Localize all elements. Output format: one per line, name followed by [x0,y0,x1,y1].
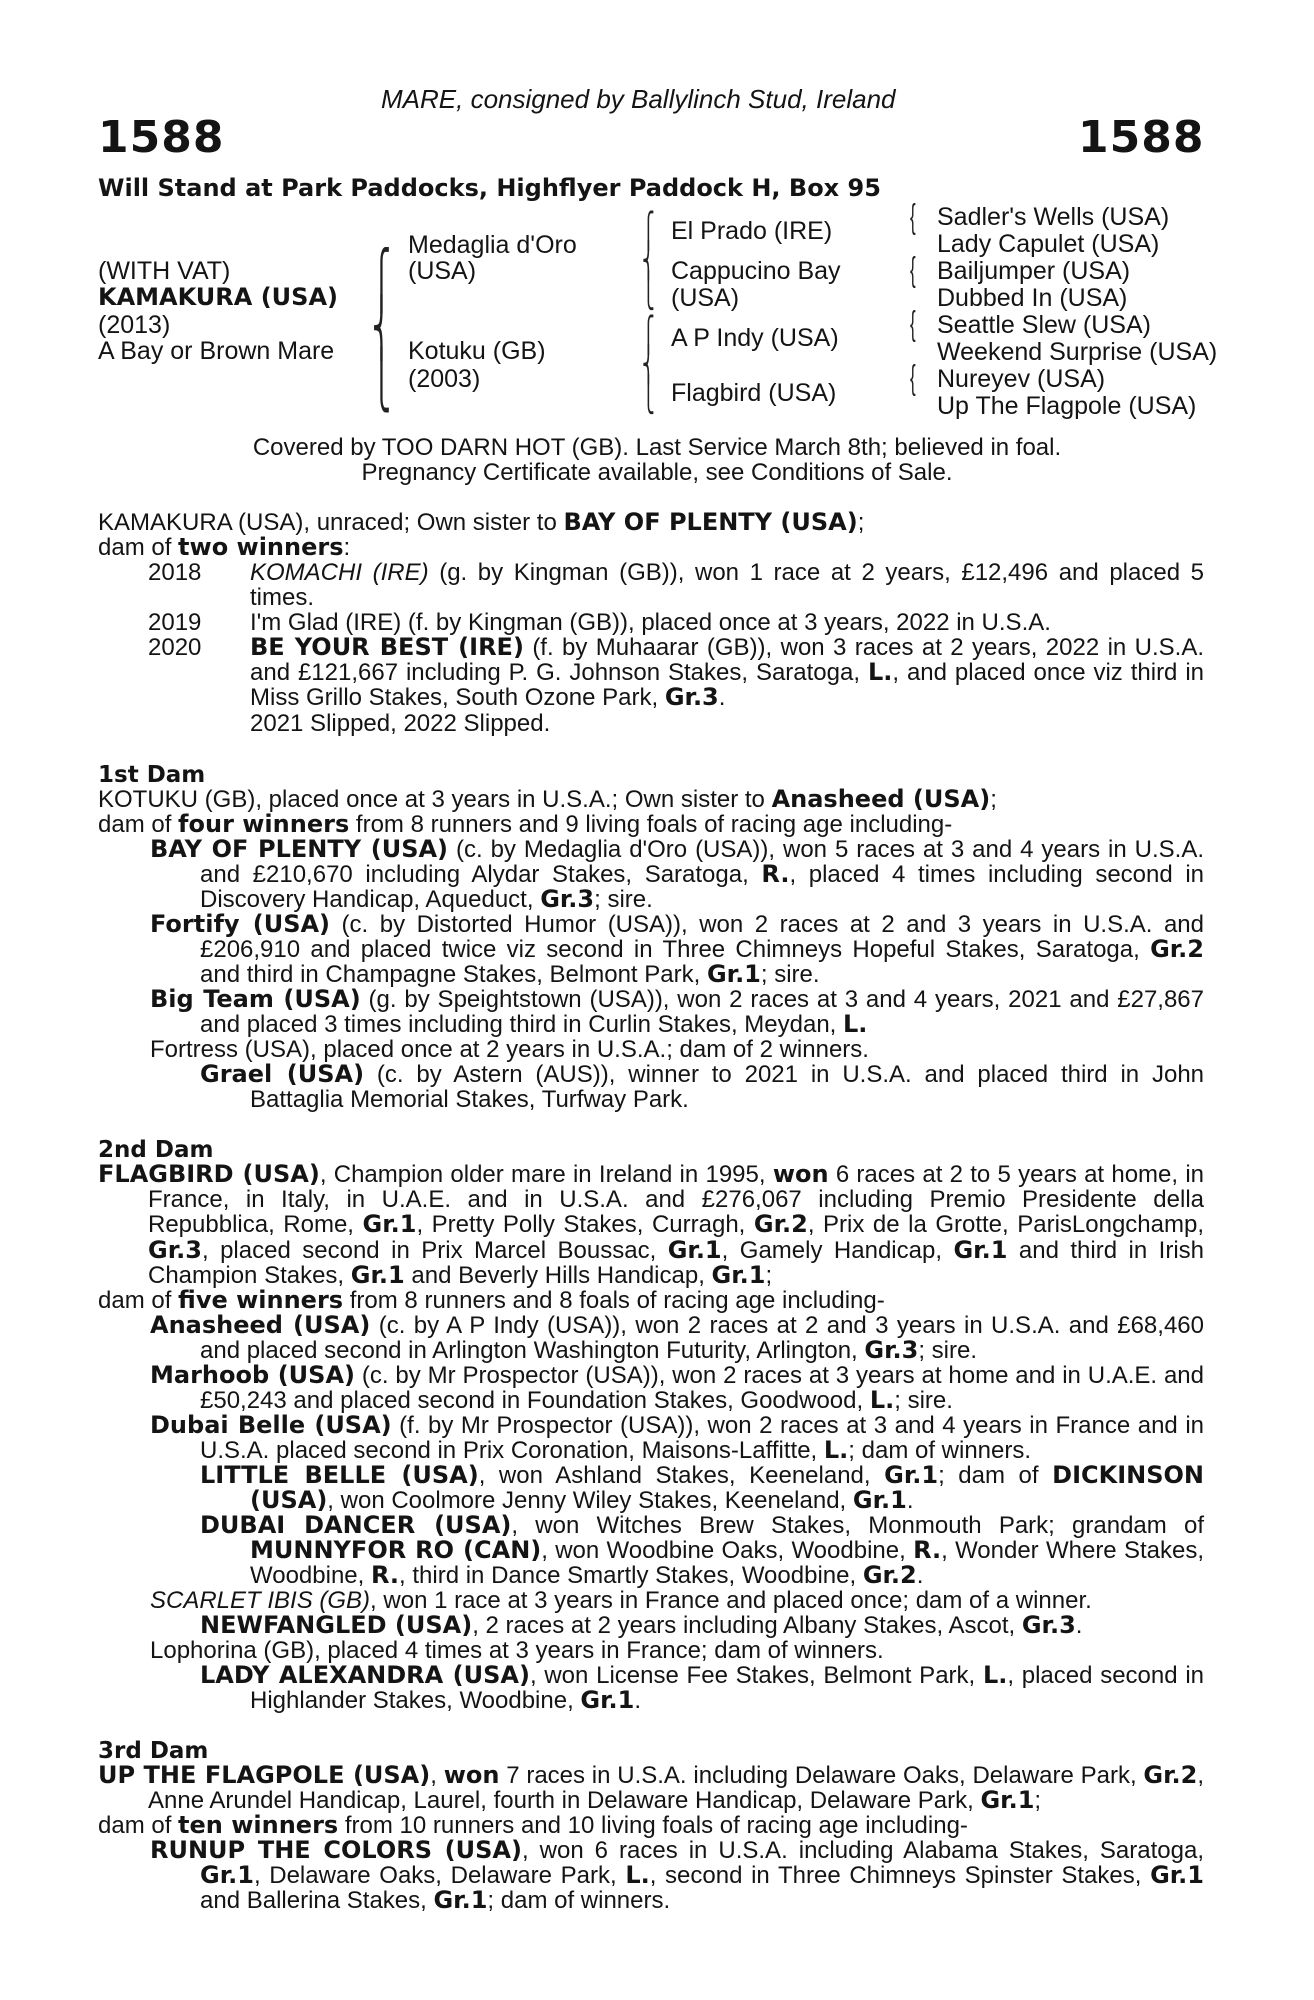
sire-brace: ⎧ [642,212,655,250]
sire-name: Medaglia d'Oro [408,231,577,259]
covered-line: Covered by TOO DARN HOT (GB). Last Service March 8th; believed in foal. [252,434,1062,461]
second-dam-produce: dam of five winners from 8 runners and 8 foals of racing age including- [98,1286,885,1314]
gen3-brace: { [910,198,916,236]
first-dam-runner: Fortress (USA), placed once at 2 years in U.S.A.; dam of 2 winners. [150,1036,869,1063]
vat-note: (WITH VAT) [98,257,231,285]
second-dam-heading: 2nd Dam [98,1137,214,1163]
g3-6: Weekend Surprise (USA) [937,338,1218,366]
dam-brace: ⎨ [642,346,655,384]
second-dam-intro: FLAGBIRD (USA), Champion older mare in Ireland in 1995, won 6 races at 2 to 5 years at home, in France, in Italy, in U.A.E. and in U.S.A. and £276,067 including Premio Presidente della Repubblica, Rome, Gr.1, Pretty Polly Stakes, Curragh, Gr.2, Prix de la Grotte, ParisLongchamp, Gr.3, placed second in Prix Marcel Boussac, Gr.1, Gamely Handicap, Gr.1 and third in Irish Champion Stakes, Gr.1 and Beverly Hills Handicap, Gr.1; [98,1160,1205,1289]
slipped-note: 2021 Slipped, 2022 Slipped. [250,710,551,737]
second-dam-runner: Dubai Belle (USA) (f. by Mr Prospector (USA)), won 2 races at 3 and 4 years in France and in U.S.A. placed second in Prix Coronation, Maisons-Laffitte, L.; dam of winners. [150,1411,1204,1465]
stand-location: Will Stand at Park Paddocks, Highflyer Paddock H, Box 95 [98,174,881,202]
second-dam-grandchild: LITTLE BELLE (USA), won Ashland Stakes, Keeneland, Gr.1; dam of DICKINSON (USA), won Coolmore Jenny Wiley Stakes, Keeneland, Gr.1. [200,1461,1205,1515]
gen3-brace: { [910,359,916,397]
sire-brace: ⎨ [642,242,655,280]
second-dam-runner: SCARLET IBIS (GB), won 1 race at 3 years in France and placed once; dam of a winner. [150,1587,1092,1614]
second-dam-runner: Anasheed (USA) (c. by A P Indy (USA)), won 2 races at 2 and 3 years in U.S.A. and £68,460 and placed second in Arlington Washington Futurity, Arlington, Gr.3; sire. [150,1311,1204,1365]
first-dam-heading: 1st Dam [98,762,206,788]
g3-5: Seattle Slew (USA) [937,311,1151,339]
lot-number-right: 1588 [1078,112,1205,163]
produce-year: 2019 [148,609,202,636]
produce-dam-of: dam of two winners: [98,533,351,561]
gen3-brace: { [910,251,916,289]
sire-dam: Cappucino Bay [671,257,841,285]
g3-8: Up The Flagpole (USA) [937,392,1197,420]
produce-entry: I'm Glad (IRE) (f. by Kingman (GB)), placed once at 3 years, 2022 in U.S.A. [250,609,1051,636]
sire-dam-country: (USA) [671,284,740,312]
dam-sire: A P Indy (USA) [671,324,839,352]
first-dam-runner: Big Team (USA) (g. by Speightstown (USA)), won 2 races at 3 and 4 years, 2021 and £27,867 and placed 3 times including third in Curlin Stakes, Meydan, L. [150,985,1205,1039]
first-dam-grandchild: Grael (USA) (c. by Astern (AUS)), winner to 2021 in U.S.A. and placed third in John Battaglia Memorial Stakes, Turfway Park. [200,1060,1205,1114]
third-dam-runner: RUNUP THE COLORS (USA), won 6 races in U.S.A. including Alabama Stakes, Saratoga, Gr.1, Delaware Oaks, Delaware Park, L., second in Three Chimneys Spinster Stakes, Gr.1 and Ballerina Stakes, Gr.1; dam of winners. [150,1836,1204,1915]
second-dam-runner: Marhoob (USA) (c. by Mr Prospector (USA)), won 2 races at 3 years at home and in U.A.E. and £50,243 and placed second in Foundation Stakes, Goodwood, L.; sire. [150,1361,1205,1415]
third-dam-intro: UP THE FLAGPOLE (USA), won 7 races in U.S.A. including Delaware Oaks, Delaware Park, Gr.2, Anne Arundel Handicap, Laurel, fourth in Delaware Handicap, Delaware Park, Gr.1; [98,1761,1205,1815]
third-dam-heading: 3rd Dam [98,1738,209,1764]
consignment-line: MARE, consigned by Ballylinch Stud, Ireland [381,84,896,114]
g3-1: Sadler's Wells (USA) [937,203,1170,231]
g3-4: Dubbed In (USA) [937,284,1128,312]
g3-3: Bailjumper (USA) [937,257,1131,285]
pedigree-brace: ⎨ [372,296,391,359]
first-dam-runner: Fortify (USA) (c. by Distorted Humor (USA)), won 2 races at 2 and 3 years in U.S.A. and £206,910 and placed twice viz second in Three Chimneys Hopeful Stakes, Saratoga, Gr.2 and third in Champagne Stakes, Belmont Park, Gr.1; sire. [150,910,1205,989]
dam-brace: ⎩ [642,376,655,414]
produce-intro: KAMAKURA (USA), unraced; Own sister to BAY OF PLENTY (USA); [98,508,865,536]
pedigree-brace: ⎧ [372,248,391,311]
sire-brace: ⎩ [642,272,655,310]
lot-number-left: 1588 [98,112,225,163]
second-dam-runner: Lophorina (GB), placed 4 times at 3 years in France; dam of winners. [150,1637,884,1664]
gen3-brace: { [910,305,916,343]
dam-year: (2003) [408,365,481,393]
first-dam-produce: dam of four winners from 8 runners and 9 living foals of racing age including- [98,810,953,838]
produce-entry: BE YOUR BEST (IRE) (f. by Muhaarar (GB)), won 3 races at 2 years, 2022 in U.S.A. and £121,667 including P. G. Johnson Stakes, Saratoga, L., and placed once viz third in Miss Grillo Stakes, South Ozone Park, Gr.3. [250,633,1204,712]
first-dam-intro: KOTUKU (GB), placed once at 3 years in U.S.A.; Own sister to Anasheed (USA); [98,785,997,813]
horse-description: A Bay or Brown Mare [98,337,335,365]
second-dam-grandchild: NEWFANGLED (USA), 2 races at 2 years including Albany Stakes, Ascot, Gr.3. [200,1611,1083,1639]
pregnancy-line: Pregnancy Certificate available, see Conditions of Sale. [361,459,953,486]
produce-entry: KOMACHI (IRE) (g. by Kingman (GB)), won 1 race at 2 years, £12,496 and placed 5 times. [250,559,1205,612]
sire-country: (USA) [408,257,477,285]
horse-name: KAMAKURA (USA) [98,283,338,311]
third-dam-produce: dam of ten winners from 10 runners and 10 living foals of racing age including- [98,1811,968,1839]
produce-year: 2020 [148,634,202,661]
g3-2: Lady Capulet (USA) [937,230,1160,258]
produce-year: 2018 [148,559,202,586]
sire-sire: El Prado (IRE) [671,217,833,245]
horse-year: (2013) [98,311,171,339]
second-dam-grandchild: LADY ALEXANDRA (USA), won License Fee Stakes, Belmont Park, L., placed second in Highlander Stakes, Woodbine, Gr.1. [200,1661,1205,1715]
dam-dam: Flagbird (USA) [671,379,837,407]
dam-name: Kotuku (GB) [408,337,546,365]
first-dam-runner: BAY OF PLENTY (USA) (c. by Medaglia d'Oro (USA)), won 5 races at 3 and 4 years in U.S.A. and £210,670 including Alydar Stakes, Saratoga, R., placed 4 times including second in Discovery Handicap, Aqueduct, Gr.3; sire. [150,835,1205,914]
g3-7: Nureyev (USA) [937,365,1106,393]
second-dam-grandchild: DUBAI DANCER (USA), won Witches Brew Stakes, Monmouth Park; grandam of MUNNYFOR RO (CAN), won Woodbine Oaks, Woodbine, R., Wonder Where Stakes, Woodbine, R., third in Dance Smartly Stakes, Woodbine, Gr.2. [200,1511,1204,1590]
dam-brace: ⎧ [642,316,655,354]
pedigree-brace: ⎩ [372,348,391,411]
